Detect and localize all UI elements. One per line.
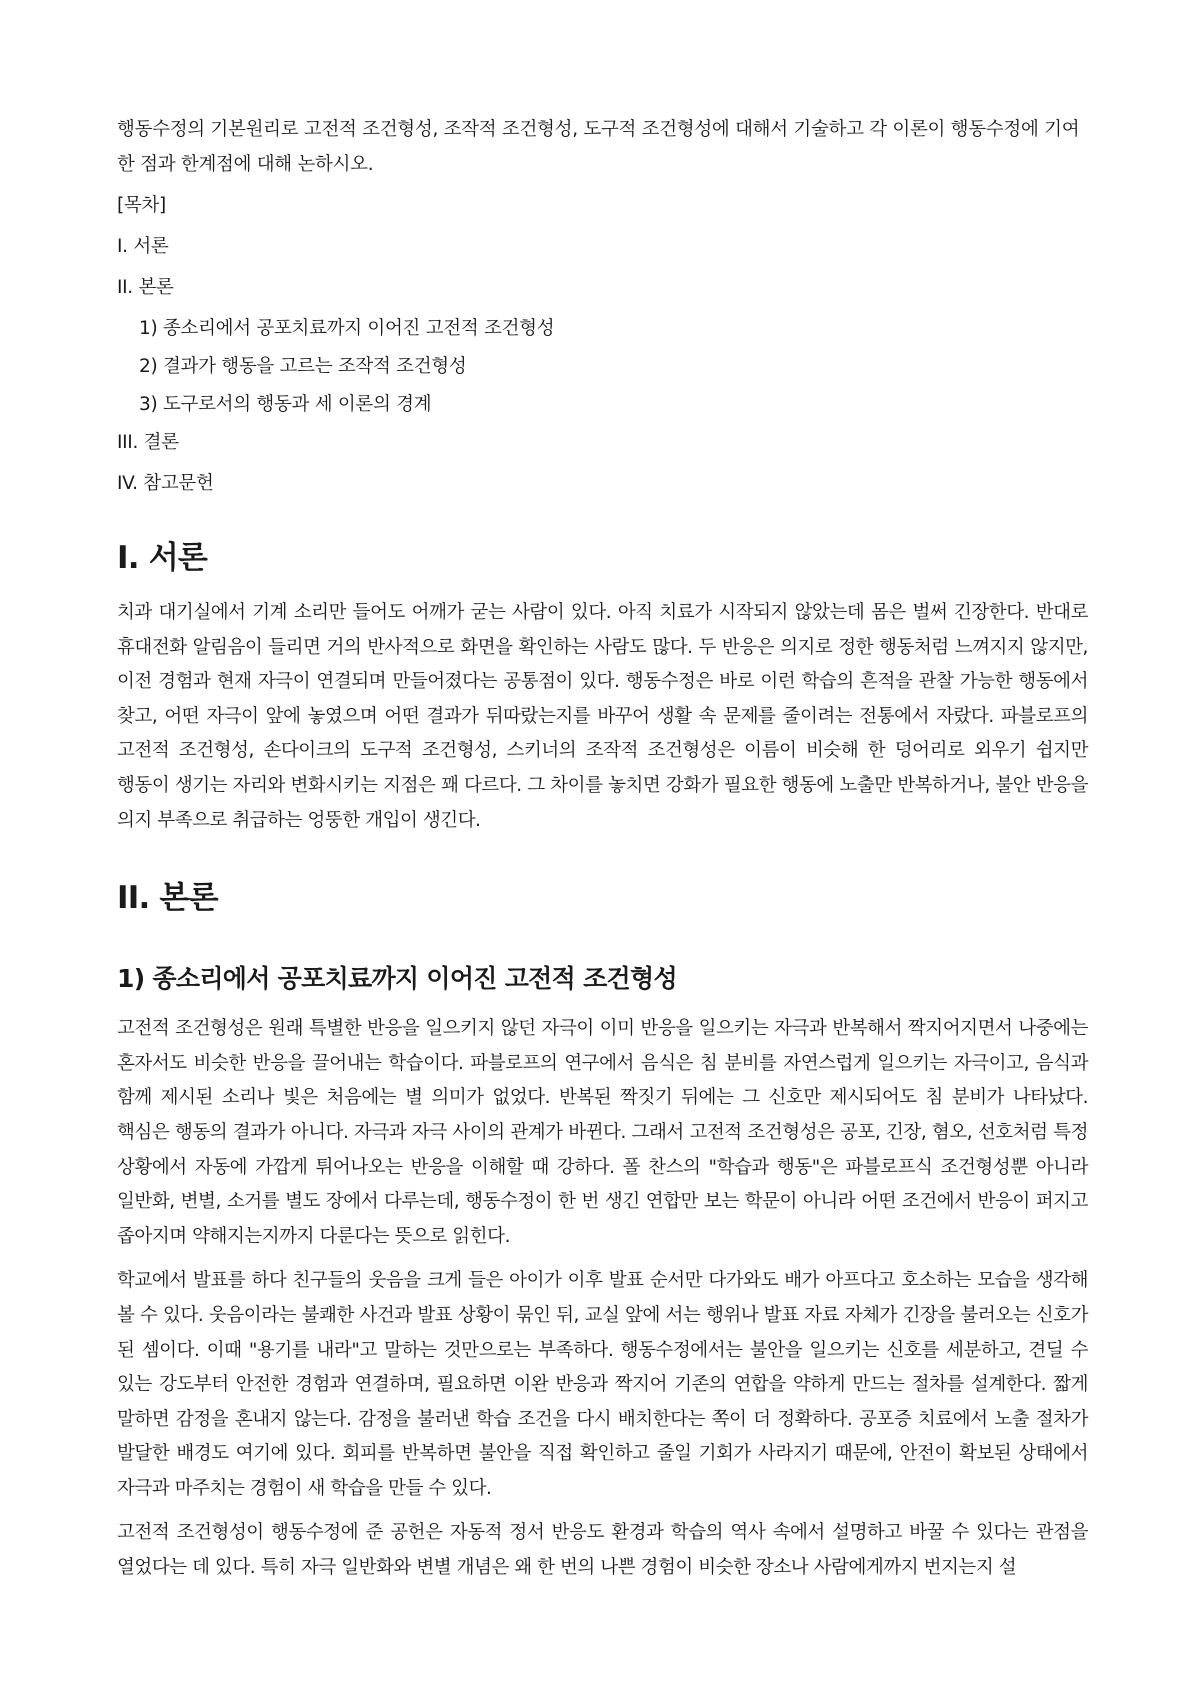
body-paragraph-2: 학교에서 발표를 하다 친구들의 웃음을 크게 들은 아이가 이후 발표 순서만 다가와도 배가 아프다고 호소하는 모습을 생각해 볼 수 있다. 웃음이라는 불쾌한 사건과 발표 상황이 묶인 뒤, 교실 앞에 서는 행위나 발표 자료 자체가 긴장을 불러오는 신호가 된 셈이다. 이때 "용기를 내라"고 말하는 것만으로는 부족하다. 행동수정에서는 불안을 일으키는 신호를 세분하고, 견딜 수 있는 강도부터 안전한 경험과 연결하며, 필요하면 이완 반응과 짝지어 기존의 연합을 약하게 만드는 절차를 설계한다. 짧게 말하면 감정을 혼내지 않는다. 감정을 불러낸 학습 조건을 다시 배치한다는 쪽이 더 정확하다. 공포증 치료에서 노출 절차가 발달한 배경도 여기에 있다. 회피를 반복하면 불안을 직접 확인하고 줄일 기회가 사라지기 때문에, 안전이 확보된 상태에서 자극과 마주치는 경험이 새 학습을 만들 수 있다. — [117, 1270, 1088, 1499]
body-paragraph-1: 고전적 조건형성은 원래 특별한 반응을 일으키지 않던 자극이 이미 반응을 일으키는 자극과 반복해서 짝지어지면서 나중에는 혼자서도 비슷한 반응을 끌어내는 학습이다. 파블로프의 연구에서 음식은 침 분비를 자연스럽게 일으키는 자극이고, 음식과 함께 제시된 소리나 빛은 처음에는 별 의미가 없었다. 반복된 짝짓기 뒤에는 그 신호만 제시되어도 침 분비가 나타났다. 핵심은 행동의 결과가 아니다. 자극과 자극 사이의 관계가 바뀐다. 그래서 고전적 조건형성은 공포, 긴장, 혐오, 선호처럼 특정 상황에서 자동에 가깝게 튀어나오는 반응을 이해할 때 강하다. 폴 찬스의 "학습과 행동"은 파블로프식 조건형성뿐 아니라 일반화, 변별, 소거를 별도 장에서 다루는데, 행동수정이 한 번 생긴 연합만 보는 학문이 아니라 어떤 조건에서 반응이 퍼지고 좁아지며 약해지는지까지 다룬다는 뜻으로 읽힌다. — [117, 1018, 1088, 1247]
toc-item-body: II. 본론 — [117, 277, 174, 298]
toc-item-references: IV. 참고문헌 — [117, 473, 214, 494]
toc-heading: [목차] — [117, 195, 166, 216]
table-of-contents — [117, 192, 1088, 498]
toc-item-body-sub2: 2) 결과가 행동을 고르는 조작적 조건형성 — [139, 356, 467, 377]
toc-item-conclusion: III. 결론 — [117, 432, 179, 453]
assignment-question: 행동수정의 기본원리로 고전적 조건형성, 조작적 조건형성, 도구적 조건형성에 대해서 기술하고 각 이론이 행동수정에 기여한 점과 한계점에 대해 논하시오. — [117, 119, 1080, 175]
section-title-intro: I. 서론 — [117, 540, 207, 576]
toc-item-body-sub1: 1) 종소리에서 공포치료까지 이어진 고전적 조건형성 — [139, 318, 555, 339]
intro-paragraph: 치과 대기실에서 기계 소리만 들어도 어깨가 굳는 사람이 있다. 아직 치료가 시작되지 않았는데 몸은 벌써 긴장한다. 반대로 휴대전화 알림음이 들리면 거의 반사적으로 화면을 확인하는 사람도 많다. 두 반응은 의지로 정한 행동처럼 느껴지지 않지만, 이전 경험과 현재 자극이 연결되며 만들어졌다는 공통점이 있다. 행동수정은 바로 이런 학습의 흔적을 관찰 가능한 행동에서 찾고, 어떤 자극이 앞에 놓였으며 어떤 결과가 뒤따랐는지를 바꾸어 생활 속 문제를 줄이려는 전통에서 자랐다. 파블로프의 고전적 조건형성, 손다이크의 도구적 조건형성, 스키너의 조작적 조건형성은 이름이 비슷해 한 덩어리로 외우기 쉽지만 행동이 생기는 자리와 변화시키는 지점은 꽤 다르다. 그 차이를 놓치면 강화가 필요한 행동에 노출만 반복하거나, 불안 반응을 의지 부족으로 취급하는 엉뚱한 개입이 생긴다. — [117, 602, 1089, 831]
toc-item-body-sub3: 3) 도구로서의 행동과 세 이론의 경계 — [139, 394, 432, 415]
subsection-title-classical: 1) 종소리에서 공포치료까지 이어진 고전적 조건형성 — [117, 964, 677, 994]
toc-item-intro: I. 서론 — [117, 236, 169, 257]
body-paragraph-3: 고전적 조건형성이 행동수정에 준 공헌은 자동적 정서 반응도 환경과 학습의 역사 속에서 설명하고 바꿀 수 있다는 관점을 열었다는 데 있다. 특히 자극 일반화와 변별 개념은 왜 한 번의 나쁜 경험이 비슷한 장소나 사람에게까지 번지는지 설 — [117, 1522, 1088, 1579]
section-title-body: II. 본론 — [117, 880, 218, 917]
